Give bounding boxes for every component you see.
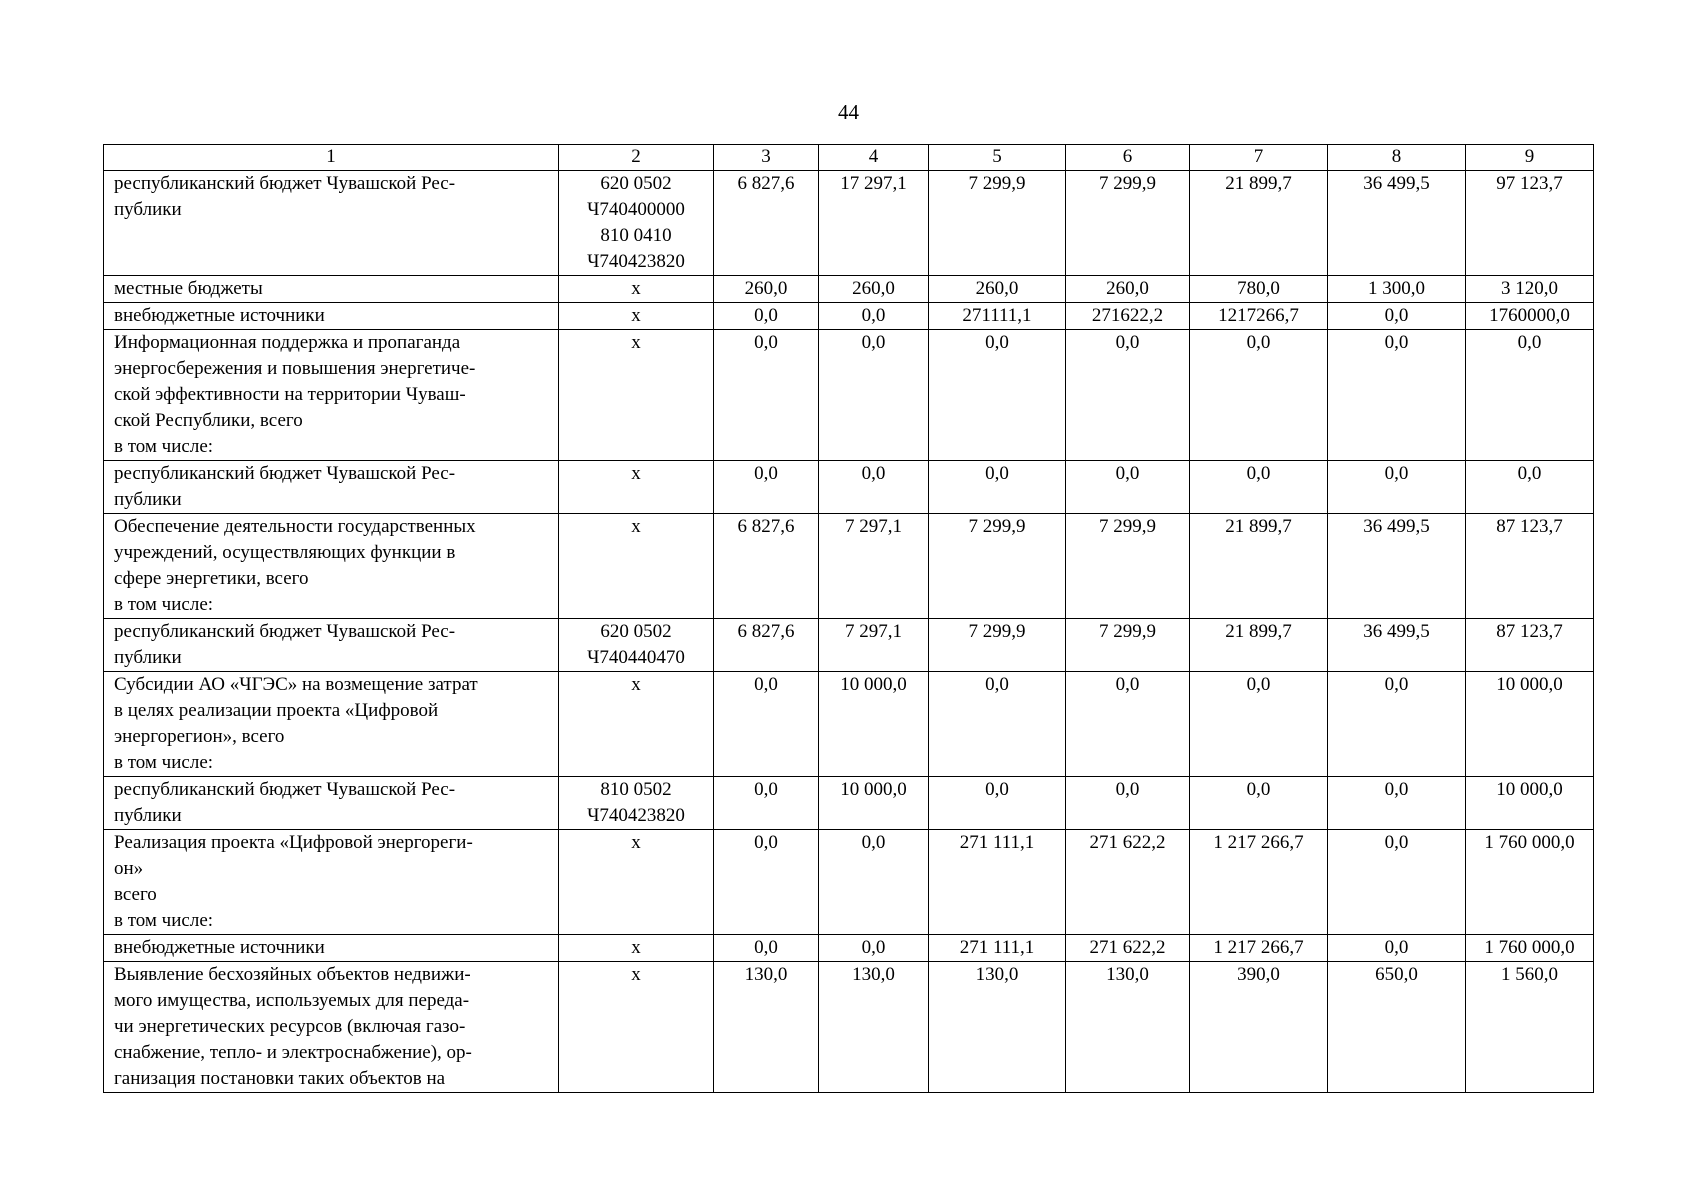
value-cell-col-4: 7 297,1 xyxy=(819,619,929,672)
value-cell-col-8: 0,0 xyxy=(1328,777,1466,830)
table-row xyxy=(104,777,1594,830)
value-cell-col-6: 0,0 xyxy=(1066,672,1190,777)
value-cell-col-3: 130,0 xyxy=(714,962,819,1093)
value-cell-col-5: 0,0 xyxy=(929,672,1066,777)
row-name-cell xyxy=(104,777,559,830)
value-cell-col-8: 0,0 xyxy=(1328,303,1466,330)
page-number: 44 xyxy=(838,100,859,124)
row-name-line: энергорегион», всего xyxy=(114,726,285,747)
value-cell-col-5: 271111,1 xyxy=(929,303,1066,330)
row-name-line: в том числе: xyxy=(114,910,214,931)
row-name-cell xyxy=(104,171,559,276)
table-row xyxy=(104,830,1594,935)
value-cell-col-9: 1 760 000,0 xyxy=(1466,935,1594,962)
value-cell-col-8: 36 499,5 xyxy=(1328,619,1466,672)
value-cell-col-9: 87 123,7 xyxy=(1466,514,1594,619)
budget-code-line: 810 0410 xyxy=(600,225,672,246)
row-name-line: публики xyxy=(114,199,182,220)
row-name-cell xyxy=(104,514,559,619)
value-cell-col-9: 1 560,0 xyxy=(1466,962,1594,1093)
row-name-cell xyxy=(104,830,559,935)
value-cell-col-3: 0,0 xyxy=(714,777,819,830)
row-name-line: Субсидии АО «ЧГЭС» на возмещение затрат xyxy=(114,674,478,695)
value-cell-col-4: 260,0 xyxy=(819,276,929,303)
row-name-cell xyxy=(104,935,559,962)
value-cell-col-7: 0,0 xyxy=(1190,330,1328,461)
row-name-cell xyxy=(104,619,559,672)
row-name-line: в том числе: xyxy=(114,436,214,457)
value-cell-col-6: 0,0 xyxy=(1066,461,1190,514)
value-cell-col-4: 7 297,1 xyxy=(819,514,929,619)
column-number-5: 5 xyxy=(929,145,1066,171)
budget-code-line: 620 0502 xyxy=(600,621,672,642)
table-row xyxy=(104,619,1594,672)
budget-code-line: Ч740440470 xyxy=(587,647,685,668)
value-cell-col-5: 0,0 xyxy=(929,461,1066,514)
table-row xyxy=(104,330,1594,461)
value-cell-col-4: 17 297,1 xyxy=(819,171,929,276)
value-cell-col-7: 0,0 xyxy=(1190,672,1328,777)
value-cell-col-6: 7 299,9 xyxy=(1066,514,1190,619)
value-cell-col-8: 650,0 xyxy=(1328,962,1466,1093)
budget-code-line: Ч740423820 xyxy=(587,805,685,826)
row-name-line: ской Республики, всего xyxy=(114,410,303,431)
column-number-9: 9 xyxy=(1466,145,1594,171)
budget-code-cell xyxy=(559,962,714,1093)
value-cell-col-6: 7 299,9 xyxy=(1066,619,1190,672)
row-name-line: мого имущества, используемых для переда- xyxy=(114,990,470,1011)
value-cell-col-8: 0,0 xyxy=(1328,461,1466,514)
value-cell-col-5: 260,0 xyxy=(929,276,1066,303)
budget-code-cell xyxy=(559,330,714,461)
column-number-7: 7 xyxy=(1190,145,1328,171)
row-name-line: снабжение, тепло- и электроснабжение), ор- xyxy=(114,1042,472,1063)
row-name-line: республиканский бюджет Чувашской Рес- xyxy=(114,173,456,194)
value-cell-col-9: 1760000,0 xyxy=(1466,303,1594,330)
budget-code-cell xyxy=(559,171,714,276)
value-cell-col-9: 97 123,7 xyxy=(1466,171,1594,276)
row-name-line: внебюджетные источники xyxy=(114,305,325,326)
budget-code-cell xyxy=(559,303,714,330)
row-name-cell xyxy=(104,276,559,303)
value-cell-col-5: 7 299,9 xyxy=(929,514,1066,619)
table-row xyxy=(104,672,1594,777)
value-cell-col-6: 130,0 xyxy=(1066,962,1190,1093)
row-name-line: республиканский бюджет Чувашской Рес- xyxy=(114,621,456,642)
value-cell-col-9: 10 000,0 xyxy=(1466,777,1594,830)
value-cell-col-5: 271 111,1 xyxy=(929,830,1066,935)
value-cell-col-8: 36 499,5 xyxy=(1328,171,1466,276)
table-row xyxy=(104,962,1594,1093)
value-cell-col-5: 271 111,1 xyxy=(929,935,1066,962)
value-cell-col-5: 0,0 xyxy=(929,777,1066,830)
row-name-line: сфере энергетики, всего xyxy=(114,568,309,589)
column-number-6: 6 xyxy=(1066,145,1190,171)
value-cell-col-7: 21 899,7 xyxy=(1190,171,1328,276)
value-cell-col-8: 0,0 xyxy=(1328,830,1466,935)
value-cell-col-4: 0,0 xyxy=(819,830,929,935)
budget-code-line: x xyxy=(631,937,641,958)
row-name-line: публики xyxy=(114,489,182,510)
column-number-2: 2 xyxy=(559,145,714,171)
budget-code-cell xyxy=(559,777,714,830)
row-name-line: ганизация постановки таких объектов на xyxy=(114,1068,446,1089)
row-name-line: Информационная поддержка и пропаганда xyxy=(114,332,461,353)
budget-code-line: x xyxy=(631,278,641,299)
value-cell-col-7: 1217266,7 xyxy=(1190,303,1328,330)
value-cell-col-8: 1 300,0 xyxy=(1328,276,1466,303)
value-cell-col-9: 1 760 000,0 xyxy=(1466,830,1594,935)
table-body xyxy=(104,171,1594,1093)
row-name-line: учреждений, осуществляющих функции в xyxy=(114,542,456,563)
budget-code-line: x xyxy=(631,463,641,484)
value-cell-col-3: 6 827,6 xyxy=(714,514,819,619)
value-cell-col-8: 36 499,5 xyxy=(1328,514,1466,619)
value-cell-col-5: 0,0 xyxy=(929,330,1066,461)
value-cell-col-3: 6 827,6 xyxy=(714,619,819,672)
value-cell-col-3: 260,0 xyxy=(714,276,819,303)
table-row xyxy=(104,935,1594,962)
value-cell-col-9: 87 123,7 xyxy=(1466,619,1594,672)
budget-code-cell xyxy=(559,672,714,777)
row-name-line: республиканский бюджет Чувашской Рес- xyxy=(114,779,456,800)
budget-code-cell xyxy=(559,935,714,962)
row-name-cell xyxy=(104,330,559,461)
value-cell-col-6: 260,0 xyxy=(1066,276,1190,303)
value-cell-col-5: 130,0 xyxy=(929,962,1066,1093)
row-name-line: он» xyxy=(114,858,144,879)
table-row xyxy=(104,276,1594,303)
budget-code-cell xyxy=(559,461,714,514)
table-row xyxy=(104,303,1594,330)
value-cell-col-3: 6 827,6 xyxy=(714,171,819,276)
row-name-line: внебюджетные источники xyxy=(114,937,325,958)
budget-code-cell xyxy=(559,276,714,303)
column-number-1: 1 xyxy=(104,145,559,171)
table-row xyxy=(104,461,1594,514)
row-name-line: публики xyxy=(114,805,182,826)
value-cell-col-4: 0,0 xyxy=(819,935,929,962)
row-name-line: всего xyxy=(114,884,157,905)
value-cell-col-9: 0,0 xyxy=(1466,461,1594,514)
budget-table xyxy=(103,144,1594,1093)
column-number-3: 3 xyxy=(714,145,819,171)
value-cell-col-3: 0,0 xyxy=(714,461,819,514)
value-cell-col-4: 10 000,0 xyxy=(819,672,929,777)
column-number-4: 4 xyxy=(819,145,929,171)
value-cell-col-7: 21 899,7 xyxy=(1190,514,1328,619)
row-name-cell xyxy=(104,962,559,1093)
budget-code-line: x xyxy=(631,674,641,695)
budget-code-cell xyxy=(559,619,714,672)
value-cell-col-7: 780,0 xyxy=(1190,276,1328,303)
row-name-cell xyxy=(104,303,559,330)
row-name-line: Обеспечение деятельности государственных xyxy=(114,516,476,537)
row-name-line: в том числе: xyxy=(114,594,214,615)
column-number-8: 8 xyxy=(1328,145,1466,171)
value-cell-col-3: 0,0 xyxy=(714,672,819,777)
value-cell-col-4: 130,0 xyxy=(819,962,929,1093)
budget-code-line: Ч740400000 xyxy=(587,199,685,220)
value-cell-col-6: 0,0 xyxy=(1066,777,1190,830)
value-cell-col-6: 0,0 xyxy=(1066,330,1190,461)
table-row xyxy=(104,514,1594,619)
value-cell-col-9: 3 120,0 xyxy=(1466,276,1594,303)
budget-code-line: 810 0502 xyxy=(600,779,672,800)
value-cell-col-7: 0,0 xyxy=(1190,777,1328,830)
value-cell-col-6: 271 622,2 xyxy=(1066,935,1190,962)
value-cell-col-6: 271622,2 xyxy=(1066,303,1190,330)
budget-code-cell xyxy=(559,830,714,935)
value-cell-col-4: 10 000,0 xyxy=(819,777,929,830)
value-cell-col-7: 1 217 266,7 xyxy=(1190,935,1328,962)
row-name-line: чи энергетических ресурсов (включая газо- xyxy=(114,1016,466,1037)
row-name-line: республиканский бюджет Чувашской Рес- xyxy=(114,463,456,484)
budget-code-line: 620 0502 xyxy=(600,173,672,194)
column-number-row xyxy=(104,145,1594,171)
value-cell-col-8: 0,0 xyxy=(1328,935,1466,962)
budget-code-line: Ч740423820 xyxy=(587,251,685,272)
row-name-line: Выявление бесхозяйных объектов недвижи- xyxy=(114,964,471,985)
row-name-line: Реализация проекта «Цифровой энергореги- xyxy=(114,832,473,853)
budget-code-cell xyxy=(559,514,714,619)
row-name-line: ской эффективности на территории Чуваш- xyxy=(114,384,466,405)
value-cell-col-6: 271 622,2 xyxy=(1066,830,1190,935)
value-cell-col-7: 21 899,7 xyxy=(1190,619,1328,672)
value-cell-col-6: 7 299,9 xyxy=(1066,171,1190,276)
value-cell-col-7: 0,0 xyxy=(1190,461,1328,514)
row-name-line: местные бюджеты xyxy=(114,278,263,299)
row-name-line: публики xyxy=(114,647,182,668)
value-cell-col-3: 0,0 xyxy=(714,935,819,962)
table-row xyxy=(104,171,1594,276)
row-name-line: в том числе: xyxy=(114,752,214,773)
value-cell-col-9: 10 000,0 xyxy=(1466,672,1594,777)
value-cell-col-7: 1 217 266,7 xyxy=(1190,830,1328,935)
value-cell-col-4: 0,0 xyxy=(819,330,929,461)
row-name-line: в целях реализации проекта «Цифровой xyxy=(114,700,439,721)
value-cell-col-3: 0,0 xyxy=(714,303,819,330)
budget-code-line: x xyxy=(631,964,641,985)
value-cell-col-7: 390,0 xyxy=(1190,962,1328,1093)
value-cell-col-8: 0,0 xyxy=(1328,672,1466,777)
value-cell-col-9: 0,0 xyxy=(1466,330,1594,461)
row-name-line: энергосбережения и повышения энергетиче- xyxy=(114,358,476,379)
value-cell-col-4: 0,0 xyxy=(819,303,929,330)
value-cell-col-3: 0,0 xyxy=(714,330,819,461)
value-cell-col-5: 7 299,9 xyxy=(929,619,1066,672)
value-cell-col-8: 0,0 xyxy=(1328,330,1466,461)
value-cell-col-4: 0,0 xyxy=(819,461,929,514)
value-cell-col-5: 7 299,9 xyxy=(929,171,1066,276)
row-name-cell xyxy=(104,461,559,514)
budget-code-line: x xyxy=(631,832,641,853)
budget-code-line: x xyxy=(631,332,641,353)
budget-code-line: x xyxy=(631,516,641,537)
budget-code-line: x xyxy=(631,305,641,326)
value-cell-col-3: 0,0 xyxy=(714,830,819,935)
row-name-cell xyxy=(104,672,559,777)
